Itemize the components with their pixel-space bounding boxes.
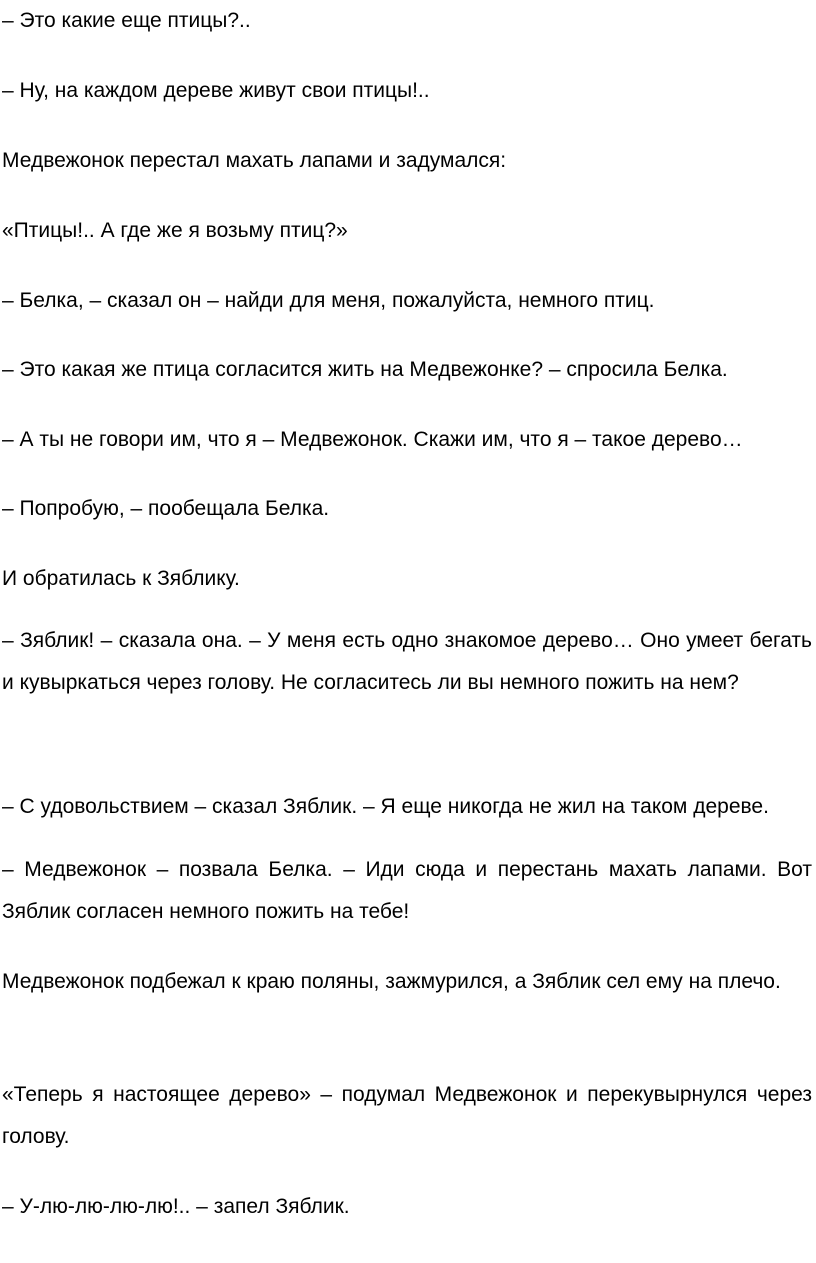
- paragraph: «Теперь я настоящее дерево» – подумал Медвежонок и перекувырнулся через голову.: [2, 1083, 812, 1148]
- paragraph: Медвежонок подбежал к краю поляны, зажмурился, а Зяблик сел ему на плечо.: [2, 970, 781, 993]
- paragraph: «Птицы!.. А где же я возьму птиц?»: [2, 219, 348, 242]
- paragraph: – А ты не говори им, что я – Медвежонок. Скажи им, что я – такое дерево…: [2, 428, 743, 451]
- paragraph: И обратилась к Зяблику.: [2, 567, 240, 590]
- paragraph: – Попробую, – пообещала Белка.: [2, 497, 330, 520]
- paragraph: – У-лю-лю-лю-лю!.. – запел Зяблик.: [2, 1195, 350, 1218]
- paragraph: – Ну, на каждом дереве живут свои птицы!..: [2, 79, 430, 102]
- paragraph: – Медвежонок – позвала Белка. – Иди сюда и перестань махать лапами. Вот Зяблик согласен немного пожить на тебе!: [2, 858, 812, 923]
- paragraph: – Это какие еще птицы?..: [2, 9, 251, 32]
- paragraph: – Белка, – сказал он – найди для меня, пожалуйста, немного птиц.: [2, 289, 655, 312]
- paragraph: Медвежонок перестал махать лапами и задумался:: [2, 149, 507, 172]
- paragraph: – Зяблик! – сказала она. – У меня есть одно знакомое дерево… Оно умеет бегать и кувыркаться через голову. Не согласитесь ли вы немного пожить на нем?: [2, 629, 812, 694]
- paragraph: – Это какая же птица согласится жить на Медвежонке? – спросила Белка.: [2, 358, 728, 381]
- paragraph: – С удовольствием – сказал Зяблик. – Я еще никогда не жил на таком дереве.: [2, 795, 769, 818]
